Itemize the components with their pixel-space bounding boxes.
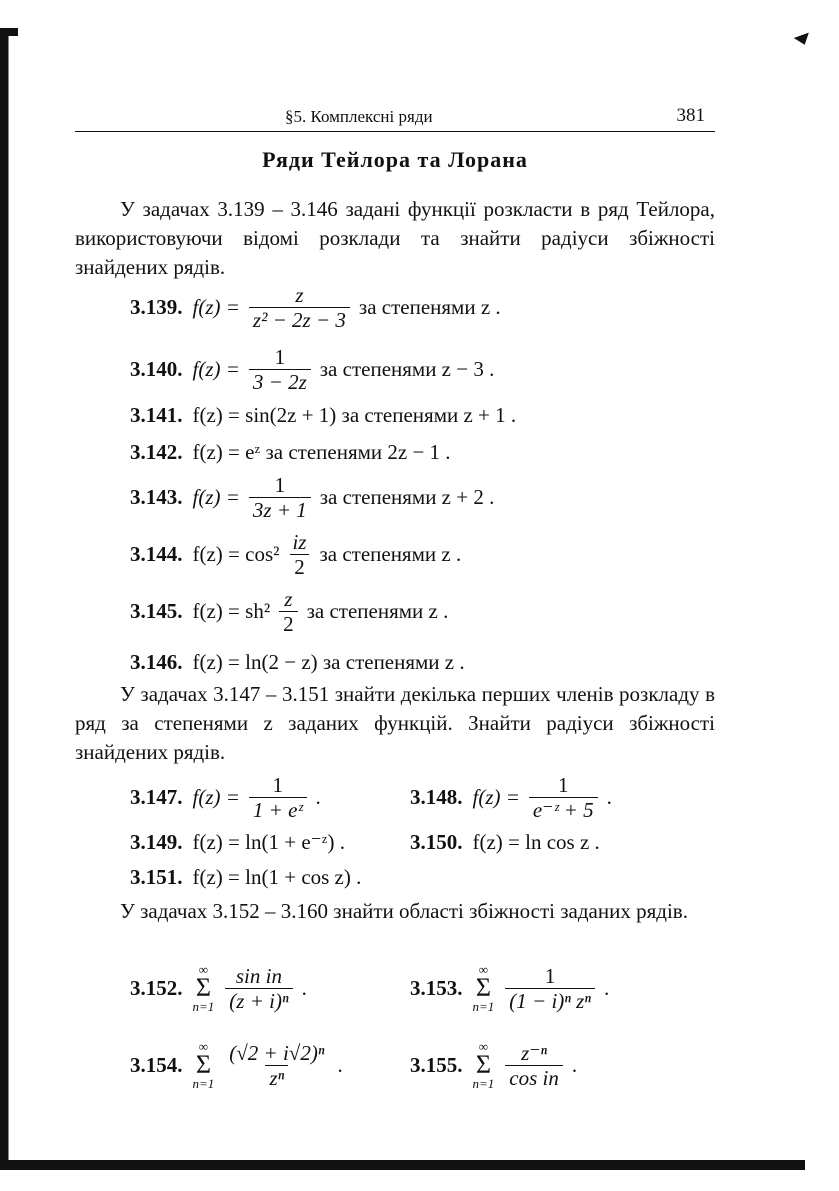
- numerator: 1: [274, 345, 286, 369]
- denominator: (z + i)ⁿ: [225, 988, 292, 1013]
- formula-lhs: f(z) =: [192, 785, 240, 809]
- problem-3-153: [410, 963, 609, 1013]
- fraction: [249, 283, 350, 332]
- numerator: z⁻ⁿ: [521, 1040, 547, 1065]
- sum-upper: ∞: [198, 962, 209, 977]
- denominator: 1 + eᶻ: [249, 797, 307, 822]
- sum-symbol: ∞ Σ n=1: [192, 962, 215, 1014]
- denominator: (1 − i)ⁿ zⁿ: [505, 988, 595, 1013]
- formula: f(z) = sin(2z + 1) за степенями z + 1 .: [192, 403, 517, 427]
- formula-rest: за степенями z − 3 .: [319, 357, 495, 381]
- scan-edge-left: [0, 30, 14, 1160]
- sum-upper: ∞: [478, 962, 489, 977]
- numerator: 1: [272, 773, 283, 797]
- scan-edge-bottom: [0, 1160, 805, 1170]
- problem-number: 3.153.: [410, 975, 463, 1000]
- numerator: z: [284, 587, 293, 611]
- sum-lower: n=1: [192, 999, 215, 1014]
- numerator: 1: [558, 773, 569, 797]
- problem-3-147: [130, 773, 321, 822]
- denominator: 2: [279, 611, 298, 636]
- fraction: [288, 530, 310, 579]
- sum-lower: n=1: [192, 1076, 215, 1091]
- formula-rest: .: [301, 975, 307, 1000]
- numerator: iz: [292, 530, 307, 554]
- formula-rest: за степенями z .: [358, 295, 501, 319]
- problem-number: 3.152.: [130, 975, 183, 1000]
- problem-number: 3.150.: [410, 830, 463, 854]
- fraction: [249, 345, 311, 394]
- problem-number: 3.147.: [130, 785, 183, 809]
- formula-lhs: f(z) =: [192, 295, 240, 319]
- sum-upper: ∞: [478, 1039, 489, 1054]
- numerator: (√2 + i√2)ⁿ: [229, 1040, 325, 1065]
- problem-number: 3.146.: [130, 650, 183, 674]
- denominator: 3 − 2z: [249, 369, 311, 394]
- fraction: [505, 964, 595, 1013]
- formula-rest: за степенями z + 2 .: [319, 485, 495, 509]
- problem-number: 3.145.: [130, 599, 183, 623]
- running-head: [75, 105, 715, 132]
- problem-number: 3.142.: [130, 440, 183, 464]
- problem-3-146: [130, 650, 465, 675]
- problem-3-149: [130, 830, 345, 855]
- problem-3-144: [130, 530, 461, 579]
- running-head-title: §5. Комплексні ряди: [285, 107, 433, 126]
- fraction: [279, 587, 298, 636]
- fraction: [529, 773, 598, 822]
- problem-3-139: [130, 283, 501, 332]
- numerator: sin in: [235, 963, 282, 988]
- intro-paragraph-2: У задачах 3.147 – 3.151 знайти декілька перших членів розкладу в ряд за степенями z заданих функцій. Знайти радіуси збіжності знайдених рядів.: [75, 682, 715, 764]
- denominator: cos in: [505, 1065, 563, 1090]
- page-number: 381: [676, 105, 705, 126]
- problem-3-145: [130, 587, 448, 636]
- fraction: [505, 1041, 563, 1090]
- problem-number: 3.149.: [130, 830, 183, 854]
- fraction: [225, 1041, 328, 1090]
- formula-rest: .: [603, 975, 610, 1000]
- formula-lhs: f(z) =: [472, 785, 520, 809]
- formula-rest: .: [571, 1052, 578, 1077]
- problem-number: 3.140.: [130, 357, 183, 381]
- formula-lhs: f(z) =: [192, 485, 240, 509]
- problem-number: 3.139.: [130, 295, 183, 319]
- intro-paragraph-3: У задачах 3.152 – 3.160 знайти області збіжності заданих рядів.: [120, 899, 688, 923]
- problem-number: 3.148.: [410, 785, 463, 809]
- formula-rest: за степенями z .: [319, 542, 462, 566]
- section-title: Ряди Тейлора та Лорана: [262, 147, 528, 172]
- denominator: z² − 2z − 3: [249, 307, 350, 332]
- sum-symbol: ∞ Σ n=1: [472, 1039, 495, 1091]
- formula: f(z) = ln cos z .: [472, 830, 600, 854]
- sum-upper: ∞: [198, 1039, 209, 1054]
- formula: f(z) = ln(1 + cos z) .: [192, 865, 362, 889]
- formula-lhs: f(z) =: [192, 357, 240, 381]
- formula-rest: .: [606, 785, 612, 809]
- problem-number: 3.143.: [130, 485, 183, 509]
- formula-rest: за степенями z .: [306, 599, 449, 623]
- formula: f(z) = ln(1 + e⁻ᶻ) .: [192, 830, 345, 854]
- denominator: zⁿ: [265, 1065, 288, 1090]
- sum-lower: n=1: [472, 1076, 495, 1091]
- problem-3-152: [130, 963, 307, 1013]
- problem-number: 3.154.: [130, 1052, 183, 1077]
- problem-3-154: [130, 1040, 343, 1090]
- fraction: [249, 773, 307, 822]
- problem-3-150: [410, 830, 600, 855]
- problem-number: 3.144.: [130, 542, 183, 566]
- problem-number: 3.155.: [410, 1052, 463, 1077]
- formula-lhs: f(z) = cos²: [192, 542, 280, 566]
- problem-3-140: [130, 345, 494, 394]
- formula-lhs: f(z) = sh²: [192, 599, 271, 623]
- formula-rest: .: [337, 1052, 343, 1077]
- fraction: [225, 964, 292, 1013]
- denominator: 3z + 1: [249, 497, 311, 522]
- numerator: z: [295, 283, 304, 307]
- formula-rest: .: [315, 785, 321, 809]
- problem-3-141: [130, 403, 516, 428]
- formula: f(z) = eᶻ за степенями 2z − 1 .: [192, 440, 451, 464]
- formula: f(z) = ln(2 − z) за степенями z .: [192, 650, 465, 674]
- problem-number: 3.151.: [130, 865, 183, 889]
- problem-3-151: [130, 865, 361, 890]
- fraction: [249, 473, 311, 522]
- sum-symbol: ∞ Σ n=1: [192, 1039, 215, 1091]
- problem-3-155: [410, 1040, 577, 1090]
- problem-3-148: [410, 773, 612, 822]
- numerator: 1: [274, 473, 286, 497]
- intro-paragraph-1: У задачах 3.139 – 3.146 задані функції розкласти в ряд Тейлора, використовуючи відомі розклади та знайти радіуси збіжності знайдених рядів.: [75, 197, 715, 279]
- sum-symbol: ∞ Σ n=1: [472, 962, 495, 1014]
- sum-lower: n=1: [472, 999, 495, 1014]
- denominator: 2: [290, 554, 309, 579]
- problem-3-142: [130, 440, 451, 465]
- numerator: 1: [544, 963, 556, 988]
- corner-mark: [794, 33, 812, 48]
- problem-3-143: [130, 473, 494, 522]
- denominator: e⁻ᶻ + 5: [529, 797, 598, 822]
- problem-number: 3.141.: [130, 403, 183, 427]
